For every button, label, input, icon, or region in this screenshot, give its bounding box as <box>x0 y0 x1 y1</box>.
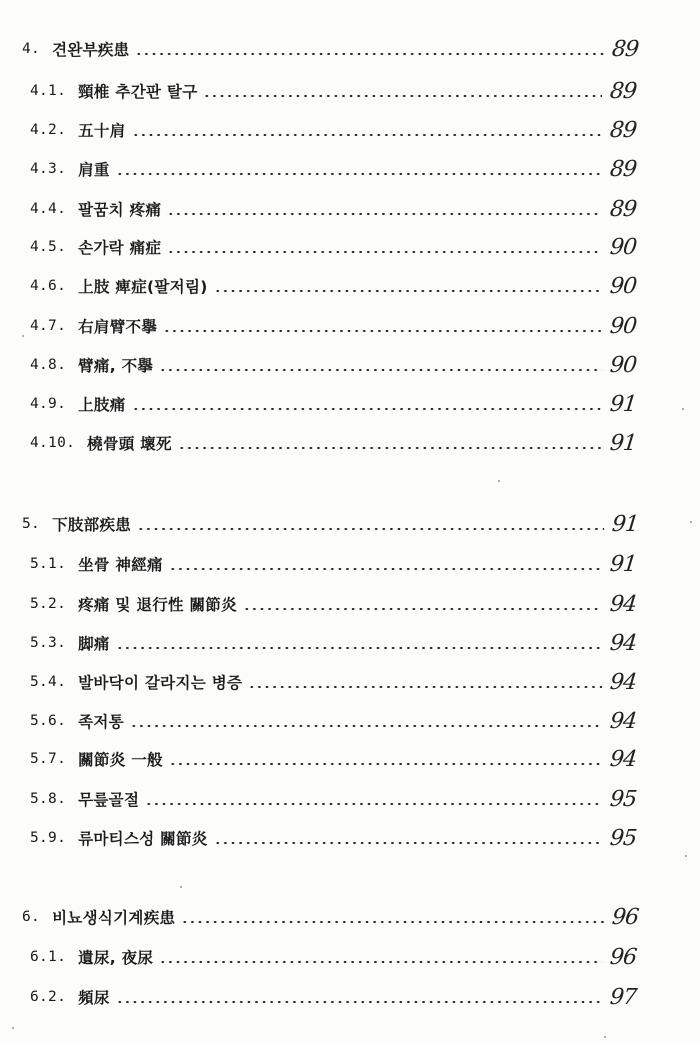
page-number: 90 <box>608 313 638 339</box>
page-number: 90 <box>608 352 638 378</box>
toc-entry-4-7 <box>30 311 650 341</box>
page-number: 89 <box>608 78 638 104</box>
toc-entry-4-8 <box>30 350 650 380</box>
page-number: 94 <box>608 669 638 695</box>
entry-number: 4.3. <box>30 161 67 177</box>
entry-title: 脚痛 <box>78 635 110 653</box>
entry-number: 5.6. <box>30 713 67 729</box>
toc-entry-4-3 <box>30 154 650 184</box>
dot-leader <box>132 408 602 410</box>
entry-title: 關節炎 一般 <box>78 751 163 769</box>
page-number: 89 <box>610 36 640 62</box>
scan-speck <box>690 521 692 523</box>
page-number: 94 <box>608 746 638 772</box>
section-number: 4. <box>22 41 41 57</box>
dot-leader <box>214 290 602 292</box>
page-number: 97 <box>608 984 638 1010</box>
dot-leader <box>248 686 602 688</box>
dot-leader <box>203 95 602 97</box>
toc-entry-5-3 <box>30 628 650 658</box>
dot-leader <box>167 213 602 215</box>
toc-entry-4-5 <box>30 232 650 262</box>
entry-number: 6.1. <box>30 949 67 965</box>
entry-number: 4.2. <box>30 122 67 138</box>
entry-number: 5.4. <box>30 674 67 690</box>
toc-section-6 <box>22 902 652 932</box>
page-number: 94 <box>608 591 638 617</box>
toc-entry-5-2 <box>30 589 650 619</box>
dot-leader <box>169 763 602 765</box>
page-number: 94 <box>608 708 638 734</box>
page-number: 95 <box>608 825 638 851</box>
toc-section-4 <box>22 34 652 64</box>
page-number: 90 <box>608 234 638 260</box>
toc-entry-4-2 <box>30 115 650 145</box>
page-number: 91 <box>610 511 640 537</box>
entry-title: 臂痛, 不擧 <box>78 357 154 375</box>
dot-leader <box>116 647 602 649</box>
entry-title: 손가락 痛症 <box>78 239 162 257</box>
page-number: 89 <box>608 196 638 222</box>
page-number: 89 <box>608 156 638 182</box>
section-title: 下肢部疾患 <box>52 516 132 534</box>
entry-title: 遺尿, 夜尿 <box>78 949 154 967</box>
scan-speck <box>604 1036 606 1038</box>
entry-title: 류마티스성 關節炎 <box>78 830 208 848</box>
entry-number: 4.9. <box>30 396 67 412</box>
scan-speck <box>12 1027 14 1029</box>
dot-leader <box>163 330 602 332</box>
entry-number: 4.7. <box>30 318 67 334</box>
entry-title: 肩重 <box>78 161 110 179</box>
section-title: 비뇨생식기계疾患 <box>52 909 176 927</box>
scan-speck <box>180 886 182 888</box>
dot-leader <box>116 1001 602 1003</box>
entry-number: 4.4. <box>30 201 67 217</box>
page-number: 94 <box>608 630 638 656</box>
dot-leader <box>169 568 602 570</box>
entry-title: 五十肩 <box>78 122 126 140</box>
dot-leader <box>132 134 602 136</box>
scan-speck <box>682 408 684 410</box>
entry-title: 頸椎 추간판 탈구 <box>78 83 198 101</box>
page-number: 91 <box>608 551 638 577</box>
page-number: 96 <box>610 904 640 930</box>
entry-title: 발바닥이 갈라지는 병증 <box>78 674 243 692</box>
toc-entry-4-4 <box>30 194 650 224</box>
entry-number: 5.1. <box>30 556 67 572</box>
entry-title: 上肢痛 <box>78 396 126 414</box>
dot-leader <box>167 251 602 253</box>
toc-entry-5-7 <box>30 744 650 774</box>
dot-leader <box>243 608 602 610</box>
toc-entry-5-4 <box>30 667 650 697</box>
page-number: 91 <box>608 430 638 456</box>
section-number: 5. <box>22 516 41 532</box>
section-number: 6. <box>22 909 41 925</box>
entry-number: 5.7. <box>30 751 67 767</box>
entry-number: 4.10. <box>30 435 76 451</box>
dot-leader <box>214 842 602 844</box>
dot-leader <box>116 173 602 175</box>
page-number: 95 <box>608 786 638 812</box>
dot-leader <box>145 803 602 805</box>
toc-entry-5-9 <box>30 823 650 853</box>
page-number: 96 <box>608 944 638 970</box>
entry-title: 무릎골절 <box>78 791 140 809</box>
entry-number: 6.2. <box>30 989 67 1005</box>
entry-title: 족저통 <box>78 713 124 731</box>
toc-entry-6-1 <box>30 942 650 972</box>
entry-title: 上肢 痺症(팔저림) <box>78 278 208 296</box>
toc-entry-4-9 <box>30 389 650 419</box>
page-number: 91 <box>608 391 638 417</box>
dot-leader <box>135 53 604 55</box>
entry-number: 5.9. <box>30 830 67 846</box>
scan-speck <box>498 480 500 482</box>
entry-title: 橈骨頭 壞死 <box>87 435 172 453</box>
toc-entry-5-1 <box>30 549 650 579</box>
page-number: 90 <box>608 273 638 299</box>
dot-leader <box>137 528 604 530</box>
dot-leader <box>178 447 602 449</box>
entry-title: 坐骨 神經痛 <box>78 556 163 574</box>
scan-speck <box>685 855 687 857</box>
toc-entry-4-1 <box>30 76 650 106</box>
toc-entry-5-6 <box>30 706 650 736</box>
entry-number: 4.6. <box>30 278 67 294</box>
toc-entry-5-8 <box>30 784 650 814</box>
toc-section-5 <box>22 509 652 539</box>
entry-title: 頻尿 <box>78 989 110 1007</box>
section-title: 견완부疾患 <box>52 41 130 59</box>
scan-speck <box>22 335 24 337</box>
entry-title: 右肩臂不擧 <box>78 318 158 336</box>
toc-entry-6-2 <box>30 982 650 1012</box>
page-number: 89 <box>608 117 638 143</box>
dot-leader <box>159 961 602 963</box>
entry-number: 5.2. <box>30 596 67 612</box>
entry-number: 5.3. <box>30 635 67 651</box>
dot-leader <box>181 921 604 923</box>
entry-number: 4.1. <box>30 83 67 99</box>
toc-entry-4-6 <box>30 271 650 301</box>
entry-number: 4.8. <box>30 357 67 373</box>
entry-title: 팔꿈치 疼痛 <box>78 201 162 219</box>
dot-leader <box>130 725 602 727</box>
dot-leader <box>159 369 602 371</box>
entry-number: 4.5. <box>30 239 67 255</box>
entry-number: 5.8. <box>30 791 67 807</box>
entry-title: 疼痛 및 退行性 關節炎 <box>78 596 237 614</box>
toc-entry-4-10 <box>30 428 650 458</box>
